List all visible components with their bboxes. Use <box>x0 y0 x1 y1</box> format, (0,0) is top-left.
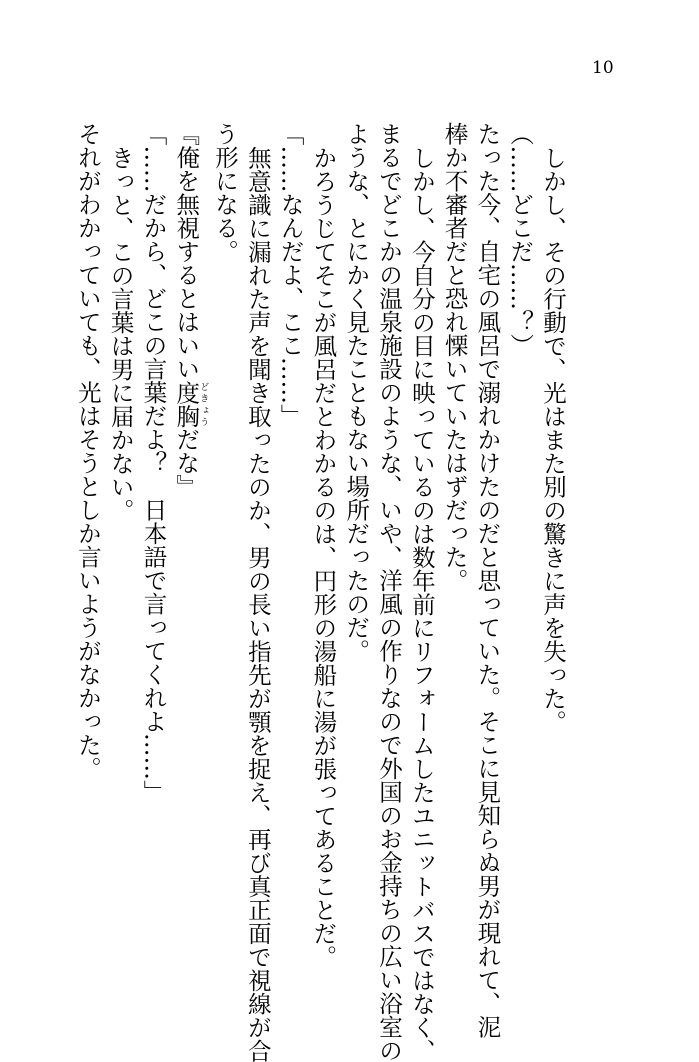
text-line: それがわかっていても、光はそうとしか言いようがなかった。 <box>73 122 102 780</box>
text-line: ような、とにかく見たこともない場所だったのだ。 <box>342 122 371 663</box>
text-line: まるでどこかの温泉施設のような、いや、洋風の作りなので外国のお金持ちの広い浴室の <box>375 122 404 1062</box>
text-line: しかし、今自分の目に映っているのは数年前にリフォームしたユニットバスではなく、 <box>407 145 436 1062</box>
text-line: 「……なんだよ、ここ……」 <box>276 122 305 428</box>
ruby-base: 度胸 <box>172 380 201 428</box>
text-line: かろうじてそこが風呂だとわかるのは、円形の湯船に湯が張ってあることだ。 <box>309 145 338 968</box>
text-line: たった今、自宅の風呂で溺れかけたのだと思っていた。そこに見知らぬ男が現れて、泥 <box>473 122 502 1039</box>
text-line-ruby <box>169 122 208 962</box>
text-line: きっと、この言葉は男に届かない。 <box>106 145 135 522</box>
ruby-line-post: だな』 <box>172 427 201 498</box>
ruby-line-pre: 『俺を無視するとはいい <box>172 122 201 381</box>
ruby-word <box>172 380 209 428</box>
page-number: 10 <box>592 58 614 78</box>
text-line: （……どこだ……？） <box>506 122 535 357</box>
ruby-reading: どきょう <box>198 380 209 428</box>
vertical-text-body <box>73 122 569 1062</box>
text-line: 「……だから、どこの言葉だよ？ 日本語で言ってくれよ……」 <box>139 122 168 804</box>
text-line: 無意識に漏れた声を聞き取ったのか、男の長い指先が顎を捉え、再び真正面で視線が合 <box>243 145 272 1062</box>
text-line: う形になる。 <box>211 122 240 263</box>
text-line: 棒か不審者だと恐れ慄いていたはずだった。 <box>440 122 469 592</box>
text-line: しかし、その行動で、光はまた別の驚きに声を失った。 <box>539 145 567 733</box>
